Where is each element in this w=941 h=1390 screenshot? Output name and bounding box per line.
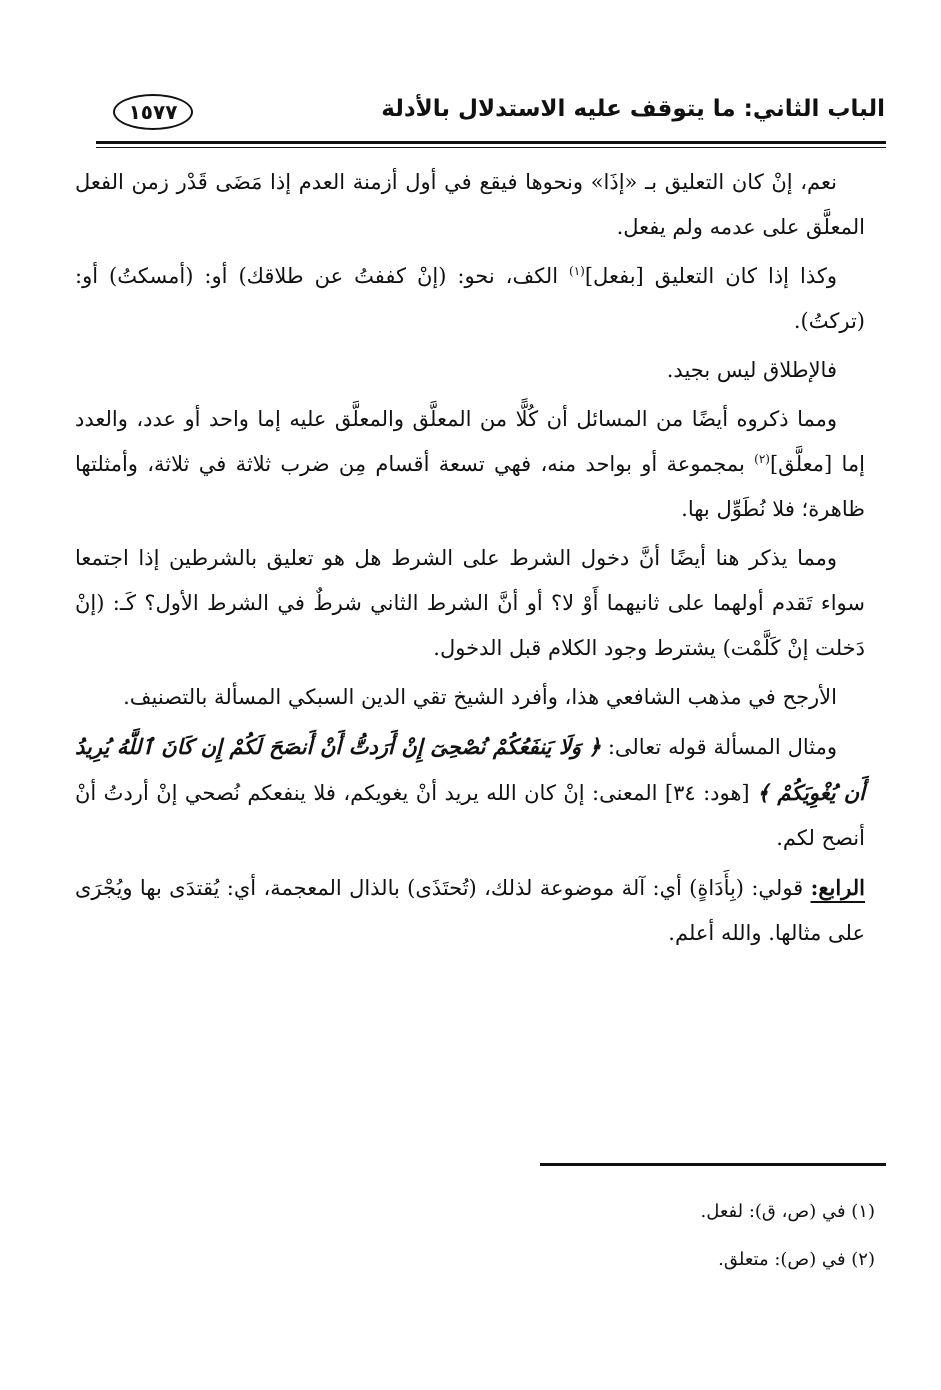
paragraph-8 bbox=[75, 865, 865, 956]
verse-reference: [هود: ٣٤] bbox=[664, 781, 758, 805]
page-number-badge: ١٥٧٧ bbox=[113, 94, 193, 130]
header-rule-thin bbox=[96, 147, 886, 148]
page-header bbox=[95, 92, 885, 138]
footnote-ref-2[interactable]: (٢) bbox=[754, 452, 770, 466]
paragraph-2-part-a: وكذا إذا كان التعليق [بفعل] bbox=[584, 264, 837, 288]
header-rule-thick bbox=[96, 141, 886, 144]
paragraph-8-text: قولي: (بِأَدَاةٍ) أي: آلة موضوعة لذلك، (تُحتَذَى) بالذال المعجمة، أي: يُقتدَى بها ويُجْرَى على مثالها. والله أعلم. bbox=[75, 876, 865, 945]
paragraph-4 bbox=[75, 397, 865, 532]
paragraph-7 bbox=[75, 724, 865, 861]
paragraph-6: الأرجح في مذهب الشافعي هذا، وأفرد الشيخ تقي الدين السبكي المسألة بالتصنيف. bbox=[123, 685, 837, 709]
footnotes bbox=[75, 1192, 875, 1288]
paragraph-3: فالإطلاق ليس بجيد. bbox=[666, 358, 837, 382]
paragraph-7-intro: ومثال المسألة قوله تعالى: bbox=[600, 735, 837, 759]
quran-verse: ﴿ وَلَا يَنفَعُكُمْ نُصْحِىٓ إِنْ أَرَدتُّ أَنْ أَنصَحَ لَكُمْ إِن كَانَ ٱللَّهُ يُرِيدُ أَن يُغْوِيَكُمْ ﴾ bbox=[75, 734, 865, 805]
paragraph-5: ومما يذكر هنا أيضًا أنَّ دخول الشرط على الشرط هل هو تعليق بالشرطين إذا اجتمعا سواء تَقدم أولهما على ثانيهما أَوْ لا؟ أو أنَّ الشرط الثاني شرطٌ في الشرط الأول؟ كَـ: (إنْ دَخلت إنْ كَلَّمْت) يشترط وجود الكلام قبل الدخول. bbox=[75, 546, 865, 660]
footnote-ref-1[interactable]: (١) bbox=[569, 264, 585, 278]
footnote-separator bbox=[540, 1163, 886, 1166]
paragraph-1: نعم، إنْ كان التعليق بـ «إذَا» ونحوها فيقع في أول أزمنة العدم إذا مَضَى قَدْر زمن الفعل المعلَّق على عدمه ولم يفعل. bbox=[75, 170, 865, 239]
paragraph-2-part-b: الكف، نحو: (إنْ كففتُ عن طلاقك) أو: (أمسكتُ) أو: (تركتُ). bbox=[75, 264, 865, 333]
paragraph-4-part-b: بمجموعة أو بواحد منه، فهي تسعة أقسام مِن ضرب ثلاثة في ثلاثة، وأمثلتها ظاهرة؛ فلا نُطَوِّل بها. bbox=[75, 452, 865, 521]
section-label-fourth: الرابع: bbox=[810, 875, 865, 900]
footnote-1: (١) في (ص، ق): لفعل. bbox=[700, 1201, 875, 1222]
main-text bbox=[75, 160, 865, 960]
chapter-title: الباب الثاني: ما يتوقف عليه الاستدلال بالأدلة bbox=[381, 96, 885, 122]
footnote-2: (٢) في (ص): متعلق. bbox=[718, 1249, 875, 1270]
paragraph-7-explanation: المعنى: إنْ كان الله يريد أنْ يغويكم، فلا ينفعكم نُصحي إنْ أردتُ أنْ أنصح لكم. bbox=[75, 781, 865, 850]
paragraph-2 bbox=[75, 254, 865, 344]
paragraph-4-part-a: ومما ذكروه أيضًا من المسائل أن كُلًّا من المعلَّق والمعلَّق عليه إما واحد أو عدد، والعدد إما [معلَّق] bbox=[75, 407, 865, 476]
